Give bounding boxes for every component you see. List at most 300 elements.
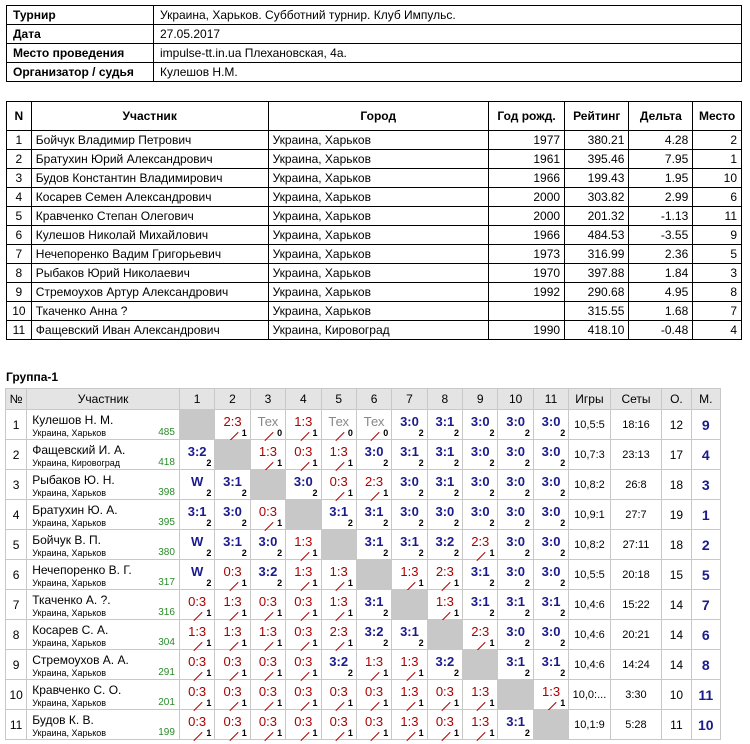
match-points: 2 — [524, 518, 530, 528]
match-points: 2 — [560, 518, 566, 528]
match-score: 3:1 — [187, 504, 207, 519]
match-result-cell — [215, 530, 250, 560]
info-row — [7, 25, 742, 44]
match-result-cell — [463, 500, 498, 530]
match-result-cell — [286, 410, 321, 440]
group-column-header: 11 — [533, 389, 568, 410]
match-score: 3:2 — [329, 654, 349, 669]
info-row — [7, 44, 742, 63]
match-score: 0:3 — [258, 714, 277, 729]
match-score: 1:3 — [471, 714, 490, 729]
row-number: 11 — [6, 710, 27, 740]
match-points: 1 — [206, 698, 212, 708]
match-result-cell — [250, 680, 285, 710]
match-points: 2 — [454, 428, 460, 438]
match-points: 2 — [560, 428, 566, 438]
participant-cell: 1.95 — [629, 169, 693, 188]
match-result-cell — [321, 620, 356, 650]
participants-column-header: Город — [268, 102, 488, 131]
match-score: 3:1 — [223, 534, 242, 549]
games-cell: 10,8:2 — [569, 530, 610, 560]
self-match-cell — [392, 590, 427, 620]
match-points: 1 — [347, 458, 353, 468]
self-match-cell — [286, 500, 321, 530]
match-result-cell — [321, 500, 356, 530]
participant-cell: 316.99 — [565, 245, 629, 264]
match-score: 3:0 — [506, 504, 526, 519]
participant-row — [7, 226, 742, 245]
match-points: 2 — [347, 518, 353, 528]
match-result-cell — [392, 470, 427, 500]
place-cell: 4 — [691, 440, 720, 470]
participant-cell: 10 — [7, 302, 32, 321]
match-points: 2 — [560, 488, 566, 498]
points-cell: 14 — [662, 590, 691, 620]
loss-slash — [335, 732, 344, 741]
info-key: Организатор / судья — [7, 63, 154, 82]
match-score: 3:0 — [506, 624, 526, 639]
info-value: 27.05.2017 — [154, 25, 742, 44]
match-result-cell — [179, 440, 214, 470]
match-score: 3:0 — [364, 444, 384, 459]
match-score: 3:2 — [258, 564, 278, 579]
match-points: 2 — [206, 488, 212, 498]
participant-cell: Украина, Харьков — [268, 264, 488, 283]
match-score: 3:1 — [364, 504, 384, 519]
participant-cell: Украина, Харьков — [268, 283, 488, 302]
match-result-cell — [427, 470, 462, 500]
row-number: 10 — [6, 680, 27, 710]
group-column-header: Участник — [27, 389, 180, 410]
sets-cell: 20:21 — [610, 620, 662, 650]
match-result-cell — [392, 680, 427, 710]
self-match-cell — [179, 410, 214, 440]
participants-column-header: N — [7, 102, 32, 131]
match-points: 1 — [312, 728, 318, 738]
group-row — [6, 500, 721, 530]
participants-table — [6, 101, 742, 340]
match-score: 3:0 — [541, 624, 561, 639]
participant-cell: 3 — [7, 169, 32, 188]
participant-cell: 8 — [693, 283, 742, 302]
match-result-cell — [321, 650, 356, 680]
match-score: 1:3 — [400, 714, 419, 729]
group-column-header: 10 — [498, 389, 533, 410]
group-row — [6, 440, 721, 470]
match-score: 0:3 — [294, 684, 313, 699]
match-result-cell — [215, 500, 250, 530]
participant-cell: Кулешов Николай Михайлович — [31, 226, 268, 245]
participant-cell: Косарев Семен Александрович — [31, 188, 268, 207]
match-result-cell — [179, 680, 214, 710]
match-points: 2 — [560, 608, 566, 618]
match-result-cell — [321, 590, 356, 620]
participants-column-header: Год рожд. — [488, 102, 564, 131]
row-number: 4 — [6, 500, 27, 530]
player-name: Кулешов Н. М. — [32, 413, 114, 427]
points-cell: 12 — [662, 410, 691, 440]
place-cell: 1 — [691, 500, 720, 530]
group-player-cell — [27, 650, 180, 680]
place-cell: 9 — [691, 410, 720, 440]
participant-cell: 418.10 — [565, 321, 629, 340]
match-score: 3:0 — [541, 474, 561, 489]
participant-cell: Ткаченко Анна ? — [31, 302, 268, 321]
match-score: 0:3 — [223, 564, 242, 579]
match-points: 2 — [524, 428, 530, 438]
match-points: 1 — [418, 578, 424, 588]
match-score: 3:0 — [506, 534, 526, 549]
match-points: 2 — [347, 668, 353, 678]
match-score: 1:3 — [365, 654, 384, 669]
match-score: 3:1 — [400, 534, 419, 549]
match-result-cell — [498, 410, 533, 440]
match-result-cell — [356, 470, 391, 500]
participant-cell: 2.36 — [629, 245, 693, 264]
loss-slash — [441, 732, 450, 741]
match-result-cell — [250, 710, 285, 740]
match-points: 1 — [277, 728, 283, 738]
player-name: Братухин Ю. А. — [32, 503, 118, 517]
match-result-cell — [250, 500, 285, 530]
sets-cell: 27:7 — [610, 500, 662, 530]
match-points: 1 — [277, 638, 283, 648]
match-score: 1:3 — [258, 444, 277, 459]
match-points: 1 — [241, 578, 247, 588]
match-result-cell — [250, 530, 285, 560]
group-player-cell — [27, 680, 180, 710]
match-points: 1 — [454, 578, 460, 588]
participant-cell: 201.32 — [565, 207, 629, 226]
sets-cell: 15:22 — [610, 590, 662, 620]
player-city: Украина, Харьков — [32, 518, 107, 528]
place-cell: 8 — [691, 650, 720, 680]
games-cell: 10,4:6 — [569, 590, 610, 620]
participant-cell: 6 — [7, 226, 32, 245]
loss-slash — [265, 732, 274, 741]
sets-cell: 14:24 — [610, 650, 662, 680]
match-score: 3:0 — [541, 534, 561, 549]
participant-cell: Украина, Харьков — [268, 150, 488, 169]
match-result-cell — [250, 410, 285, 440]
match-points: 2 — [277, 578, 283, 588]
match-score: 1:3 — [294, 534, 313, 549]
games-cell: 10,1:9 — [569, 710, 610, 740]
group-column-header: 3 — [250, 389, 285, 410]
participant-cell: 9 — [7, 283, 32, 302]
match-score: 2:3 — [471, 624, 490, 639]
participant-cell: Бойчук Владимир Петрович — [31, 131, 268, 150]
match-points: 1 — [454, 698, 460, 708]
match-result-cell — [498, 650, 533, 680]
participant-cell: 10 — [693, 169, 742, 188]
group-title: Группа-1 — [6, 370, 59, 384]
participant-row — [7, 131, 742, 150]
participant-cell: 199.43 — [565, 169, 629, 188]
group-player-cell — [27, 500, 180, 530]
info-key: Дата — [7, 25, 154, 44]
sets-cell: 23:13 — [610, 440, 662, 470]
participant-cell: Украина, Харьков — [268, 245, 488, 264]
participant-cell: Кравченко Степан Олегович — [31, 207, 268, 226]
info-row — [7, 63, 742, 82]
match-result-cell — [321, 680, 356, 710]
match-score: 0:3 — [294, 444, 313, 459]
match-result-cell — [215, 650, 250, 680]
player-name: Будов К. В. — [32, 713, 94, 727]
points-cell: 17 — [662, 440, 691, 470]
player-city: Украина, Харьков — [32, 608, 107, 618]
match-score: 3:2 — [435, 654, 455, 669]
match-score: 3:1 — [400, 444, 419, 459]
participant-cell: 11 — [693, 207, 742, 226]
match-points: 2 — [560, 578, 566, 588]
match-points: 2 — [524, 668, 530, 678]
match-points: 1 — [383, 488, 389, 498]
match-score: 0:3 — [258, 504, 277, 519]
match-result-cell — [392, 440, 427, 470]
group-row — [6, 590, 721, 620]
participant-cell: 1966 — [488, 226, 564, 245]
match-points: 1 — [560, 698, 566, 708]
points-cell: 10 — [662, 680, 691, 710]
match-points: 1 — [383, 728, 389, 738]
match-result-cell — [392, 650, 427, 680]
player-rating: 485 — [158, 427, 175, 438]
group-player-cell — [27, 710, 180, 740]
group-column-header: Игры — [569, 389, 610, 410]
match-result-cell — [215, 590, 250, 620]
match-result-cell — [427, 590, 462, 620]
match-points: 1 — [347, 728, 353, 738]
match-result-cell — [356, 410, 391, 440]
loss-slash — [194, 732, 203, 741]
participant-row — [7, 321, 742, 340]
match-result-cell — [179, 470, 214, 500]
sets-cell: 27:11 — [610, 530, 662, 560]
match-points: 2 — [489, 488, 495, 498]
match-result-cell — [392, 530, 427, 560]
match-score: 3:1 — [223, 474, 242, 489]
match-result-cell — [215, 560, 250, 590]
match-result-cell — [215, 410, 250, 440]
match-points: 1 — [418, 728, 424, 738]
match-result-cell — [286, 710, 321, 740]
match-score: 3:0 — [258, 534, 278, 549]
group-row — [6, 470, 721, 500]
self-match-cell — [427, 620, 462, 650]
match-score: 0:3 — [223, 684, 242, 699]
match-score: 3:1 — [364, 534, 384, 549]
match-points: 2 — [418, 458, 424, 468]
participant-cell: Будов Константин Владимирович — [31, 169, 268, 188]
participant-row — [7, 283, 742, 302]
match-points: 1 — [454, 608, 460, 618]
player-city: Украина, Харьков — [32, 548, 107, 558]
match-result-cell — [533, 560, 568, 590]
participant-cell: 4.28 — [629, 131, 693, 150]
games-cell: 10,4:6 — [569, 650, 610, 680]
match-points: 0 — [347, 428, 353, 438]
participant-cell: -0.48 — [629, 321, 693, 340]
participant-cell: 1.68 — [629, 302, 693, 321]
participant-row — [7, 188, 742, 207]
match-points: 2 — [418, 548, 424, 558]
match-points: 1 — [277, 668, 283, 678]
match-result-cell — [286, 560, 321, 590]
match-points: 1 — [241, 608, 247, 618]
loss-slash — [477, 732, 486, 741]
match-points: 2 — [241, 488, 247, 498]
place-cell: 3 — [691, 470, 720, 500]
match-score: 3:1 — [364, 594, 384, 609]
match-score: 3:1 — [541, 594, 561, 609]
loss-slash — [406, 732, 415, 741]
participant-cell: 303.82 — [565, 188, 629, 207]
match-points: 1 — [206, 668, 212, 678]
group-row — [6, 560, 721, 590]
match-points: 1 — [206, 728, 212, 738]
match-points: 1 — [489, 548, 495, 558]
match-score: 3:0 — [435, 504, 455, 519]
match-points: 2 — [489, 428, 495, 438]
participant-cell: 7.95 — [629, 150, 693, 169]
games-cell: 10,0:... — [569, 680, 610, 710]
match-result-cell — [427, 560, 462, 590]
match-score: 3:1 — [506, 714, 526, 729]
match-result-cell — [250, 560, 285, 590]
participants-header-row — [7, 102, 742, 131]
match-score: 1:3 — [223, 624, 242, 639]
player-rating: 291 — [158, 667, 175, 678]
participants-column-header: Рейтинг — [565, 102, 629, 131]
match-result-cell — [533, 410, 568, 440]
participant-row — [7, 150, 742, 169]
match-points: 1 — [347, 698, 353, 708]
place-cell: 10 — [691, 710, 720, 740]
participant-cell: Украина, Харьков — [268, 226, 488, 245]
match-result-cell — [321, 560, 356, 590]
match-result-cell — [392, 560, 427, 590]
group-row — [6, 710, 721, 740]
group-column-header: О. — [662, 389, 691, 410]
match-score: 0:3 — [258, 684, 277, 699]
match-result-cell — [533, 680, 568, 710]
match-score: 3:1 — [541, 654, 561, 669]
match-points: 2 — [489, 518, 495, 528]
match-points: 1 — [241, 698, 247, 708]
match-result-cell — [179, 620, 214, 650]
participant-row — [7, 207, 742, 226]
match-points: 1 — [489, 698, 495, 708]
match-points: 2 — [560, 638, 566, 648]
match-points: 2 — [206, 518, 212, 528]
participant-cell: 6 — [693, 188, 742, 207]
match-result-cell — [533, 590, 568, 620]
match-points: 2 — [454, 518, 460, 528]
match-points: 2 — [418, 518, 424, 528]
participant-cell: 2000 — [488, 188, 564, 207]
group-column-header: 2 — [215, 389, 250, 410]
self-match-cell — [498, 680, 533, 710]
participant-cell: 1973 — [488, 245, 564, 264]
participant-cell: 315.55 — [565, 302, 629, 321]
match-score: 0:3 — [258, 654, 277, 669]
match-points: 2 — [560, 668, 566, 678]
match-points: 2 — [206, 458, 212, 468]
match-score: 3:0 — [400, 474, 419, 489]
match-result-cell — [463, 590, 498, 620]
match-score: 3:0 — [541, 504, 561, 519]
match-score: 3:0 — [506, 564, 526, 579]
match-points: 1 — [347, 608, 353, 618]
points-cell: 18 — [662, 530, 691, 560]
player-rating: 201 — [158, 697, 175, 708]
group-row — [6, 680, 721, 710]
match-score: 2:3 — [223, 414, 242, 429]
participant-cell: Украина, Харьков — [268, 131, 488, 150]
row-number: 5 — [6, 530, 27, 560]
participant-cell: 5 — [693, 245, 742, 264]
match-score: 1:3 — [329, 594, 348, 609]
match-result-cell — [498, 530, 533, 560]
info-key: Место проведения — [7, 44, 154, 63]
match-result-cell — [250, 620, 285, 650]
participant-cell: 290.68 — [565, 283, 629, 302]
match-result-cell — [356, 590, 391, 620]
match-score: 2:3 — [435, 564, 454, 579]
match-score: W — [190, 564, 204, 579]
match-points: 1 — [418, 698, 424, 708]
match-points: 2 — [418, 428, 424, 438]
match-score: 3:0 — [506, 474, 526, 489]
match-score: 1:3 — [188, 624, 207, 639]
points-cell: 14 — [662, 650, 691, 680]
match-result-cell — [498, 710, 533, 740]
participant-cell: 397.88 — [565, 264, 629, 283]
match-points: 1 — [489, 638, 495, 648]
match-result-cell — [498, 440, 533, 470]
match-result-cell — [498, 560, 533, 590]
match-points: 2 — [489, 458, 495, 468]
group-player-cell — [27, 530, 180, 560]
match-points: 2 — [489, 578, 495, 588]
participant-cell: Украина, Харьков — [268, 302, 488, 321]
match-points: 1 — [418, 668, 424, 678]
match-result-cell — [498, 620, 533, 650]
match-points: 1 — [241, 638, 247, 648]
group-row — [6, 650, 721, 680]
match-points: 2 — [524, 548, 530, 558]
player-name: Нечепоренко В. Г. — [32, 563, 132, 577]
player-rating: 398 — [158, 487, 175, 498]
match-score: 0:3 — [435, 714, 454, 729]
participant-cell: 2.99 — [629, 188, 693, 207]
row-number: 3 — [6, 470, 27, 500]
match-result-cell — [215, 470, 250, 500]
match-score: 3:2 — [187, 444, 207, 459]
match-score: Тех — [257, 414, 279, 429]
row-number: 2 — [6, 440, 27, 470]
match-score: 1:3 — [294, 564, 313, 579]
match-points: 2 — [489, 608, 495, 618]
row-number: 6 — [6, 560, 27, 590]
match-score: 0:3 — [329, 714, 348, 729]
participant-cell: 4.95 — [629, 283, 693, 302]
match-score: 3:0 — [470, 474, 490, 489]
match-result-cell — [286, 680, 321, 710]
match-result-cell — [463, 440, 498, 470]
